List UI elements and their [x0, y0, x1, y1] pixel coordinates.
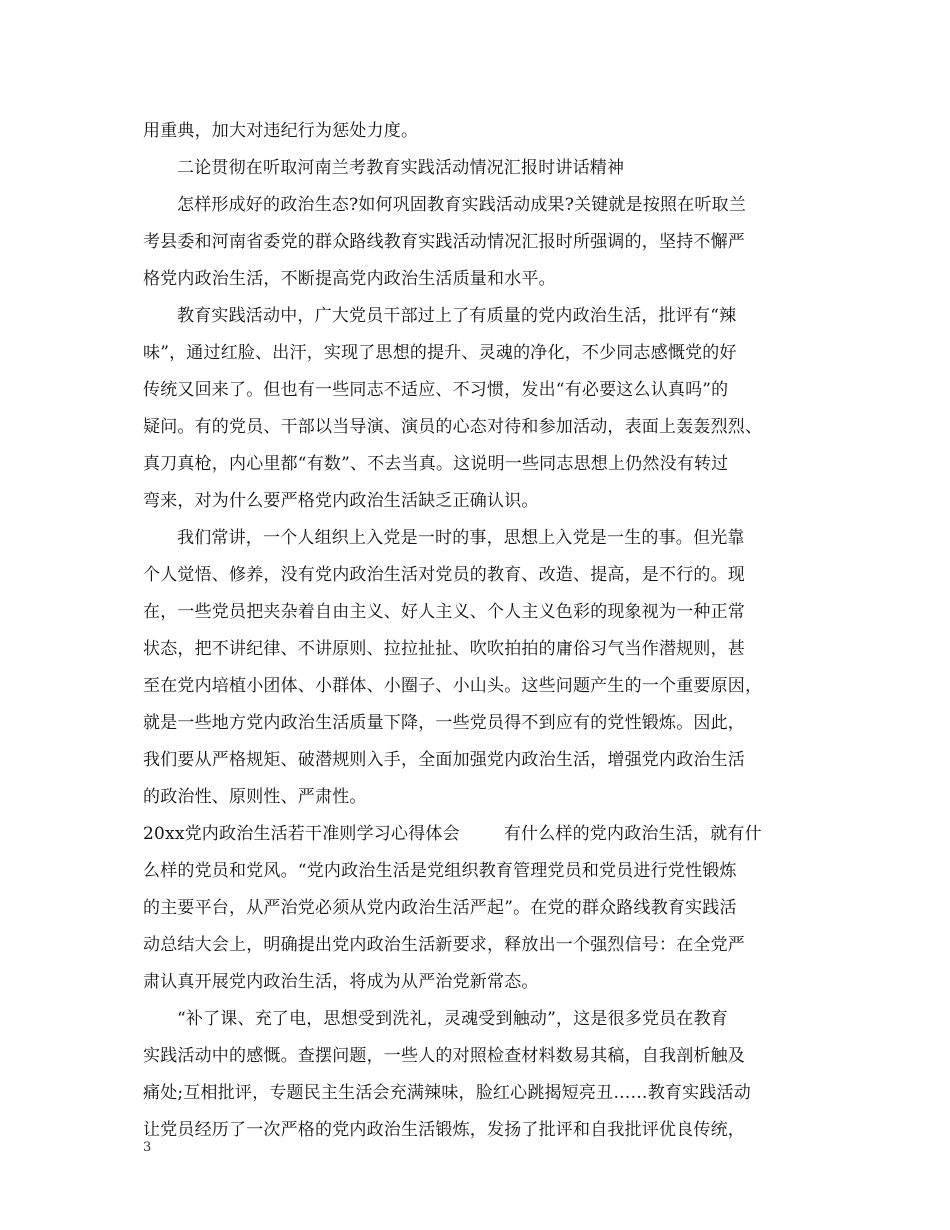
text-line: 用重典，加大对违纪行为惩处力度。 — [143, 121, 419, 141]
text-line-with-title — [143, 816, 811, 853]
document-body — [143, 113, 811, 1149]
text-line: 味”，通过红脸、出汗，实现了思想的提升、灵魂的净化，不少同志感慨党的好 — [143, 343, 737, 363]
text-line: 就是一些地方党内政治生活质量下降，一些党员得不到应有的党性锻炼。因此， — [143, 713, 745, 733]
article-title: 20xx党内政治生活若干准则学习心得体会 — [143, 824, 460, 844]
text-line: 状态，把不讲纪律、不讲原则、拉拉扯扯、吹吹拍拍的庸俗习气当作潜规则，甚 — [143, 639, 745, 659]
text-line-continuation: 有什么样的党内政治生活，就有什 — [503, 824, 762, 844]
text-line: 的主要平台，从严治党必须从党内政治生活严起”。在党的群众路线教育实践活 — [143, 898, 737, 918]
section-heading: 二论贯彻在听取河南兰考教育实践活动情况汇报时讲话精神 — [177, 158, 625, 178]
text-line: 疑问。有的党员、干部以当导演、演员的心态对待和参加活动，表面上轰轰烈烈、 — [143, 417, 763, 437]
text-line: 么样的党员和党风。“党内政治生活是党组织教育管理党员和党员进行党性锻炼 — [143, 861, 737, 881]
text-line: 肃认真开展党内政治生活，将成为从严治党新常态。 — [143, 972, 539, 992]
text-line: 让党员经历了一次严格的党内政治生活锻炼，发扬了批评和自我批评优良传统， — [143, 1120, 745, 1140]
text-line: 弯来，对为什么要严格党内政治生活缺乏正确认识。 — [143, 491, 539, 511]
text-line: “补了课、充了电，思想受到洗礼，灵魂受到触动”，这是很多党员在教育 — [177, 1009, 728, 1029]
text-line: 在，一些党员把夹杂着自由主义、好人主义、个人主义色彩的现象视为一种正常 — [143, 602, 745, 622]
page-number: 3 — [143, 1140, 152, 1155]
text-line: 教育实践活动中，广大党员干部过上了有质量的党内政治生活，批评有“辣 — [177, 306, 737, 326]
text-line: 传统又回来了。但也有一些同志不适应、不习惯，发出“有必要这么认真吗”的 — [143, 380, 729, 400]
text-line: 痛处;互相批评，专题民主生活会充满辣味，脸红心跳揭短亮丑……教育实践活动 — [143, 1083, 751, 1103]
text-line: 至在党内培植小团体、小群体、小圈子、小山头。这些问题产生的一个重要原因， — [143, 676, 763, 696]
text-line: 考县委和河南省委党的群众路线教育实践活动情况汇报时所强调的，坚持不懈严 — [143, 232, 745, 252]
text-line: 格党内政治生活，不断提高党内政治生活质量和水平。 — [143, 269, 556, 289]
text-line: 实践活动中的感慨。查摆问题，一些人的对照检查材料数易其稿，自我剖析触及 — [143, 1046, 745, 1066]
text-line: 的政治性、原则性、严肃性。 — [143, 787, 367, 807]
text-line: 怎样形成好的政治生态?如何巩固教育实践活动成果?关键就是按照在听取兰 — [177, 195, 747, 215]
text-line: 动总结大会上，明确提出党内政治生活新要求，释放出一个强烈信号：在全党严 — [143, 935, 745, 955]
text-line: 我们常讲，一个人组织上入党是一时的事，思想上入党是一生的事。但光靠 — [177, 528, 745, 548]
text-line: 真刀真枪，内心里都“有数”、不去当真。这说明一些同志思想上仍然没有转过 — [143, 454, 729, 474]
text-line: 我们要从严格规矩、破潜规则入手，全面加强党内政治生活，增强党内政治生活 — [143, 750, 745, 770]
text-line: 个人觉悟、修养，没有党内政治生活对党员的教育、改造、提高，是不行的。现 — [143, 565, 745, 585]
